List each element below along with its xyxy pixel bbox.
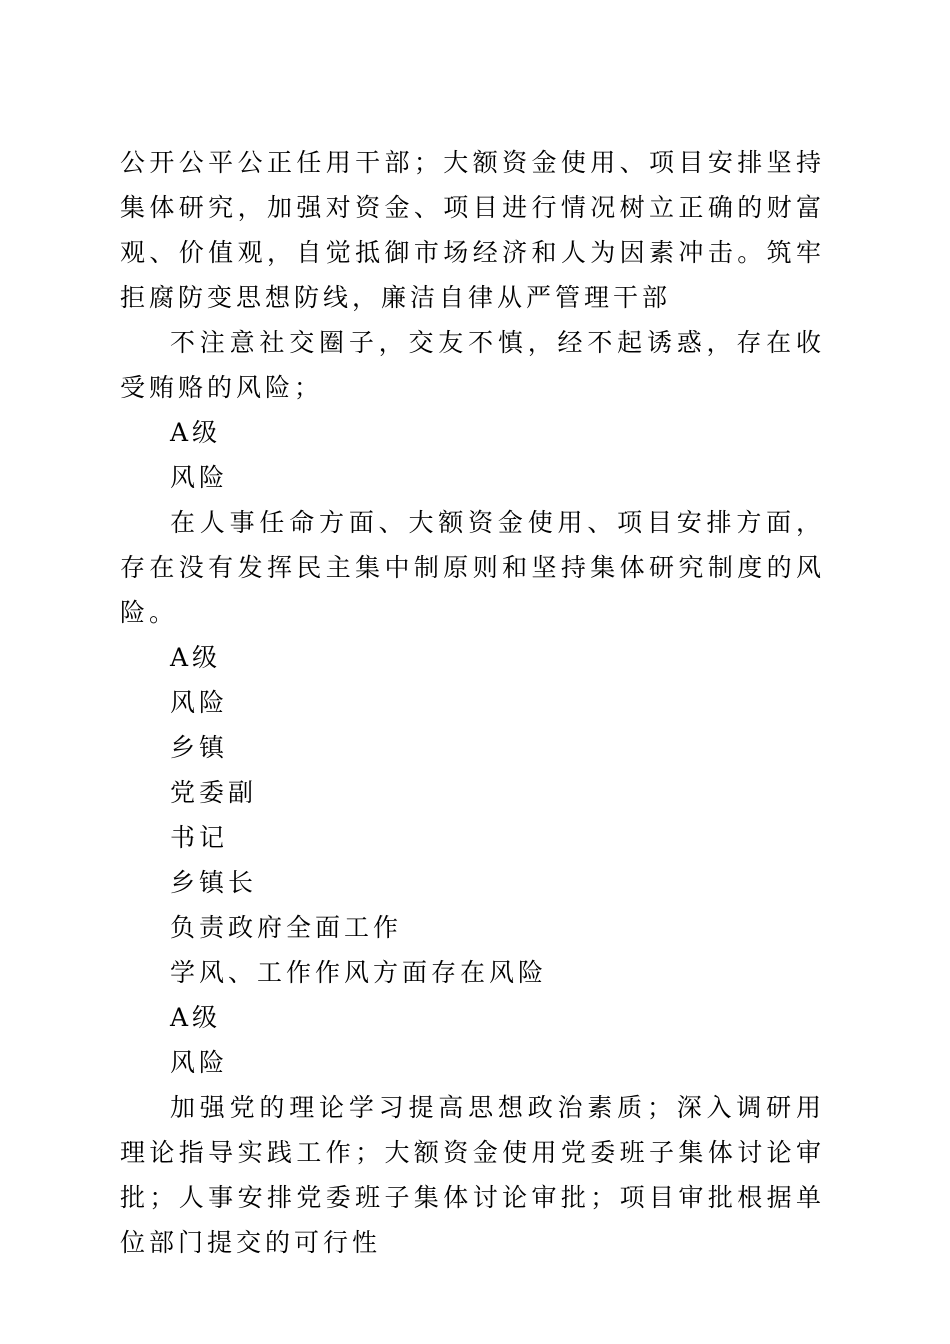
responsibility-line: 负责政府全面工作: [170, 913, 403, 942]
risk-level-label: A级: [170, 643, 222, 672]
risk-level-label: A级: [170, 418, 222, 447]
body-paragraph-1: 公开公平公正任用干部；大额资金使用、项目安排坚持集体研究，加强对资金、项目进行情况树立正确的财富观、价值观，自觉抵御市场经济和人为因素冲击。筑牢拒腐防变思想防线，廉洁自律从严管理干部: [120, 148, 825, 312]
body-paragraph-3: 在人事任命方面、大额资金使用、项目安排方面，存在没有发挥民主集中制原则和坚持集体研究制度的风险。: [120, 508, 825, 627]
risk-label: 风险: [170, 1048, 229, 1077]
position-line: 党委副: [170, 778, 258, 807]
document-body: [120, 140, 825, 1265]
body-paragraph-2: 不注意社交圈子，交友不慎，经不起诱惑，存在收受贿赂的风险；: [120, 328, 825, 402]
position-line: 乡镇长: [170, 868, 258, 897]
risk-label: 风险: [170, 463, 229, 492]
position-line: 乡镇: [170, 733, 229, 762]
risk-level-label: A级: [170, 1003, 222, 1032]
position-line: 书记: [170, 823, 229, 852]
risk-label: 风险: [170, 688, 229, 717]
risk-description-line: 学风、工作作风方面存在风险: [170, 958, 548, 987]
body-paragraph-4: 加强党的理论学习提高思想政治素质；深入调研用理论指导实践工作；大额资金使用党委班子集体讨论审批；人事安排党委班子集体讨论审批；项目审批根据单位部门提交的可行性: [120, 1093, 825, 1257]
